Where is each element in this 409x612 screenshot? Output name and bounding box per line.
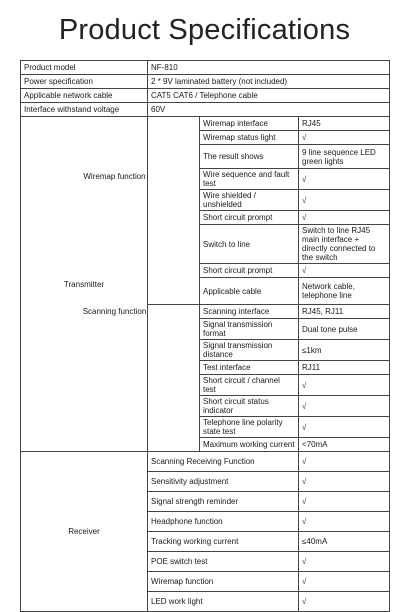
feature-name: Wiremap function (148, 572, 299, 592)
feature-value: RJ11 (299, 361, 390, 375)
feature-name: Maximum working current (200, 438, 299, 452)
feature-name: LED work light (148, 592, 299, 612)
transmitter-group-label: Transmitter (21, 117, 148, 452)
feature-name: Wire sequence and fault test (200, 169, 299, 190)
spec-value: 2 * 9V laminated battery (not included) (148, 75, 390, 89)
feature-name: POE switch test (148, 552, 299, 572)
feature-name: Scanning Receiving Function (148, 452, 299, 472)
spec-label: Applicable network cable (21, 89, 148, 103)
spec-label: Interface withstand voltage (21, 103, 148, 117)
feature-name: The result shows (200, 145, 299, 169)
feature-name: Headphone function (148, 512, 299, 532)
spec-value: CAT5 CAT6 / Telephone cable (148, 89, 390, 103)
table-row (21, 75, 390, 89)
feature-value: √ (299, 190, 390, 211)
feature-name: Signal transmission distance (200, 340, 299, 361)
table-row (21, 117, 390, 131)
table-row (21, 103, 390, 117)
feature-name: Applicable cable (200, 278, 299, 305)
scanning-group-label: Scanning function (82, 307, 147, 316)
feature-value: √ (299, 492, 390, 512)
spec-value: NF-810 (148, 61, 390, 75)
table-row (21, 61, 390, 75)
feature-value: √ (299, 452, 390, 472)
feature-value: ≤40mA (299, 532, 390, 552)
feature-value: √ (299, 592, 390, 612)
feature-value: √ (299, 472, 390, 492)
feature-value: ≤1km (299, 340, 390, 361)
wiremap-spacer (148, 117, 200, 305)
feature-name: Short circuit prompt (200, 264, 299, 278)
scanning-spacer (148, 305, 200, 452)
feature-value: Dual tone pulse (299, 319, 390, 340)
spec-table (20, 60, 390, 612)
feature-value: √ (299, 572, 390, 592)
feature-name: Short circuit prompt (200, 211, 299, 225)
feature-name: Telephone line polarity state test (200, 417, 299, 438)
feature-value: √ (299, 131, 390, 145)
feature-name: Signal transmission format (200, 319, 299, 340)
feature-value: √ (299, 211, 390, 225)
feature-name: Sensitivity adjustment (148, 472, 299, 492)
feature-value: √ (299, 512, 390, 532)
feature-name: Signal strength reminder (148, 492, 299, 512)
feature-value: RJ45 (299, 117, 390, 131)
feature-value: Network cable, telephone line (299, 278, 390, 305)
table-row (21, 452, 390, 472)
feature-value: √ (299, 264, 390, 278)
feature-value: √ (299, 417, 390, 438)
feature-value: Switch to line RJ45 main interface + directly connected to the switch (299, 225, 390, 264)
feature-value: √ (299, 552, 390, 572)
table-row (21, 89, 390, 103)
feature-value: 9 line sequence LED green lights (299, 145, 390, 169)
feature-value: RJ45, RJ11 (299, 305, 390, 319)
spec-label: Product model (21, 61, 148, 75)
feature-value: <70mA (299, 438, 390, 452)
feature-name: Short circuit / channel test (200, 375, 299, 396)
spec-label: Power specification (21, 75, 148, 89)
feature-name: Wiremap interface (200, 117, 299, 131)
page-title: Product Specifications (58, 14, 351, 46)
feature-value: √ (299, 375, 390, 396)
feature-name: Tracking working current (148, 532, 299, 552)
spec-value: 60V (148, 103, 390, 117)
feature-name: Switch to line (200, 225, 299, 264)
feature-value: √ (299, 169, 390, 190)
feature-name: Scanning interface (200, 305, 299, 319)
receiver-group-label: Receiver (21, 452, 148, 612)
feature-name: Test interface (200, 361, 299, 375)
feature-name: Short circuit status indicator (200, 396, 299, 417)
wiremap-group-label: Wiremap function (83, 172, 146, 181)
feature-name: Wire shielded / unshielded (200, 190, 299, 211)
feature-value: √ (299, 396, 390, 417)
feature-name: Wiremap status light (200, 131, 299, 145)
